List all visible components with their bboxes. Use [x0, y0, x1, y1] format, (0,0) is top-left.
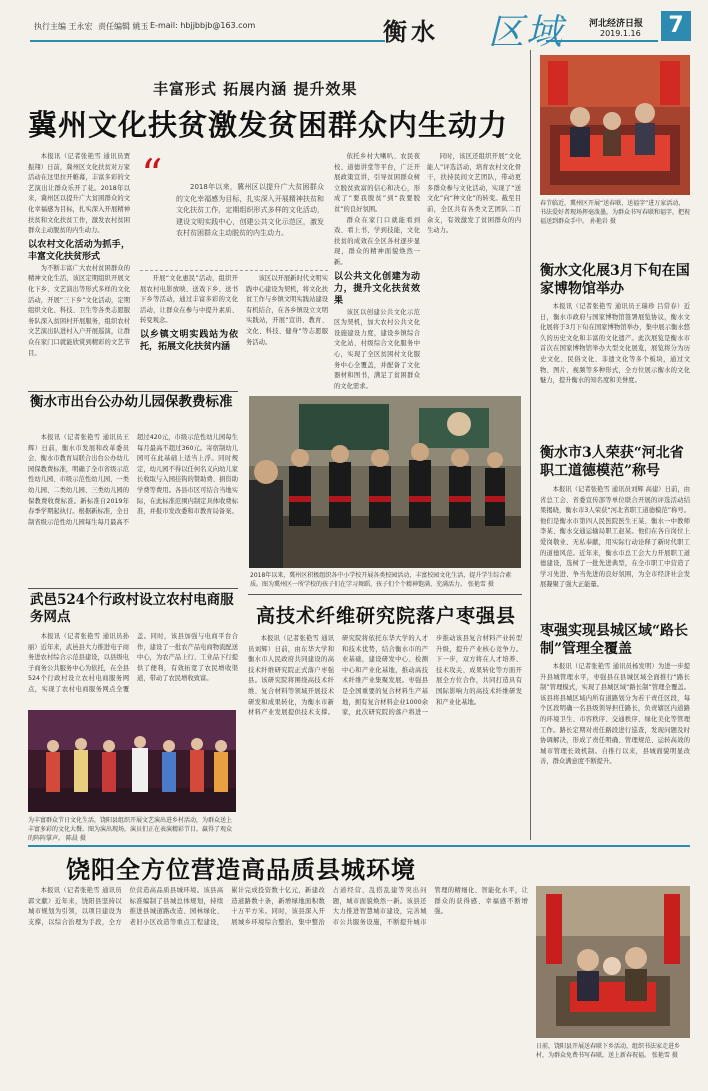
museum-headline: 衡水文化展3月下旬在国家博物馆举办 — [540, 263, 690, 297]
page-number: 7 — [661, 11, 691, 41]
lead-para-6: 群众在家门口就能看到戏、看上书、学到技能，文化扶贫的成效在全区各村逐步显现，群众的精神面貌焕然一新。 — [334, 216, 420, 266]
parks-body-text: 本报讯（记者张艳雪 通讯员王辉）日前，衡水市发展和改革委员会、衡水市教育局联合出台公办幼儿园保教费标准，明确了全市省级示范性幼儿园、市级示范性幼儿园、一类幼儿园、二类幼儿园、三类幼儿园的保教费收费标准。新标准自2019年春季学期起执行。根据新标准，全日制省级示范性幼儿园每生每月最高不超过420元，市级示范性幼儿园每生每月最高不超过360元。寄宿制幼儿园可在此基础上适当上浮。同时规定，幼儿园不得以任何名义向幼儿家长收取与入园挂钩的赞助费、捐资助学费等费用。各县市区可结合当地实际，在此标准范围内制定具体收费标准，并报市发改委和市教育局备案。 — [28, 434, 238, 526]
lead-para-7: 该区以创建公共文化示范区为契机，加大农村公共文化设施建设力度，建设乡镇综合文化站、村级综合文化服务中心，实现了全区贫困村文化服务中心全覆盖，并配备了文化器材和图书，满足了贫困群众的文化需求。 — [334, 308, 420, 390]
section-name: 衡水 — [383, 17, 439, 46]
ecommerce-headline: 武邑524个行政村设立农村电商服务网点 — [30, 592, 234, 625]
issue-date: 2019.1.16 — [600, 29, 641, 38]
lead-subhead-2: 以乡镇文明实践站为依托，拓展文化扶贫内涵 — [140, 329, 238, 352]
performance-photo — [28, 710, 236, 812]
fiber-headline: 高技术纤维研究院落户枣强县 — [256, 605, 517, 627]
lead-para-1: 本报讯（记者张艳雪 通讯员贾振翔）日前，冀州区文化扶贫对万家活动在这里拉开帷幕，丰富多彩的文艺演出让群众乐开了花。2018年以来，冀州区以提升广大贫困群众的文化幸福感为目标，扎实深入开展精神扶贫和文化扶贫工作，激发农村贫困群众主动脱贫的内生动力。 — [28, 153, 130, 235]
lead-headline: 冀州文化扶贫激发贫困群众内生动力 — [28, 108, 509, 142]
intro-divider — [140, 270, 328, 271]
road-body — [540, 662, 690, 838]
raoyang-headline: 饶阳全方位营造高品质县城环境 — [66, 855, 416, 884]
center-story-rule — [248, 594, 522, 595]
couplet-photo-caption: 日前，饶阳县开展送春联下乡活动，组织书法家走进乡村，为群众免费书写春联，送上新春祝福。 张艳雪 摄 — [536, 1043, 681, 1059]
road-headline: 枣强实现县城区域“路长制”管理全覆盖 — [540, 623, 689, 657]
section-logo-art: 区域 — [488, 12, 565, 53]
calligraphy-photo — [540, 55, 690, 195]
email-credit: E-mail: hbjjbbjb@163.com — [150, 21, 256, 30]
lead-subhead-3: 以公共文化创建为动力，提升文化扶贫效果 — [334, 271, 420, 306]
lead-column-5 — [427, 152, 521, 394]
ecommerce-body — [28, 632, 238, 704]
paper-name: 河北经济日报 — [589, 19, 644, 29]
performance-photo-caption: 为丰富群众节日文化生活，饶阳县组织开展文艺演出进乡村活动，为群众送上丰富多彩的文化大餐。图为演出现场，演员们正在表演精彩节目，赢得了观众的阵阵掌声。 陈晨 摄 — [28, 817, 233, 842]
editor-credit: 执行主编 王永宏 — [34, 22, 93, 31]
lead-para-5: 依托乡村大喇叭、农民夜校、道德讲堂等平台，广泛开展政策宣讲，引导贫困群众树立脱贫致富的信心和决心，形成了“要我脱贫”到“我要脱贫”的良好氛围。 — [334, 153, 420, 213]
museum-body-text: 本报讯（记者张艳雪 通讯员王瑞珍 吕常春）近日，衡水市政府与国家博物馆签署展览协议，衡水文化展将于3月下旬在国家博物馆举办，集中展示衡水悠久的历史文化和丰富的文化遗产。此次展览是衡水市首次在国家博物馆举办大型文化展览，展览将分为历史文化、民俗文化、非遗文化等多个板块，通过文物、图片、视频等多种形式，全方位展示衡水的文化魅力，提升衡水的知名度和美誉度。 — [540, 303, 690, 385]
road-body-text: 本报讯（记者张艳雪 通讯员杨发明）为进一步提升县城管理水平，枣强县在县城区域全面推行“路长制”管理模式，实现了县城区域“路长制”管理全覆盖。该县将县城区域内所有道路划分为若干责任区段，每个区段明确一名县级领导担任路长，负责辖区内道路的环境卫生、市容秩序、交通秩序、绿化美化等管理工作。路长定期对责任路段进行巡查，发现问题及时协调解决，形成了责任明确、管理规范、运转高效的城市管理长效机制。自推行以来，县城面貌明显改善，群众满意度不断提升。 — [540, 663, 690, 766]
header-rule-right — [546, 40, 658, 42]
parks-headline: 衡水市出台公办幼儿园保教费标准 — [30, 394, 233, 410]
lead-column-2 — [140, 274, 238, 394]
stage-photo-illustration — [28, 710, 236, 812]
parks-body — [28, 433, 238, 583]
dance-photo-illustration — [249, 396, 521, 568]
raoyang-body-text: 本报讯（记者张艳雪 通讯员郭文献）近年来，饶阳县坚持以城市规划为引领，以项目建设为支撑，以综合治理为手段，全方位营造高品质县城环境。该县高标准编制了县城总体规划，持续推进县城道路改造、园林绿化、老旧小区改造等重点工程建设，累计完成投资数十亿元，新建改造道路数十条，新增绿地面积数十万平方米。同时，该县深入开展城乡环境综合整治，集中整治占道经营、乱搭乱建等突出问题，城市面貌焕然一新。该县还大力推进智慧城市建设，完善城市公共服务设施，不断提升城市管理的精细化、智能化水平，让群众的获得感、幸福感不断增强。 — [28, 887, 528, 926]
lead-column-3 — [246, 274, 328, 394]
header-rule-left — [30, 40, 385, 42]
lead-column-4 — [334, 152, 420, 394]
left-brief-rule-1 — [28, 391, 238, 392]
lead-kicker: 丰富形式 拓展内涵 提升效果 — [153, 80, 358, 98]
calligraphy-photo-illustration — [540, 55, 690, 195]
spring-couplet-photo — [536, 886, 690, 1038]
fiber-body-text: 本报讯（记者张艳雪 通讯员刘辉）日前，由东华大学和衡水市人民政府共同建设的高技术纤维研究院正式落户枣强县。该研究院将围绕高技术纤维、复合材料等领域开展技术研发和成果转化，为衡水市新材料产业发展提供技术支撑。研究院将依托东华大学的人才和技术优势，结合衡水市的产业基础，建设研发中心、检测中心和产业化基地，推动高技术纤维产业集聚发展。枣强县是全国重要的复合材料生产基地，拥有复合材料企业1000余家，此次研究院的落户将进一步推动该县复合材料产业转型升级，提升产业核心竞争力。下一步，双方将在人才培养、技术攻关、成果转化等方面开展全方位合作，共同打造具有国际影响力的高技术纤维研发和产业化基地。 — [248, 635, 522, 717]
lead-subhead-1: 以农村文化活动为抓手，丰富文化扶贫形式 — [28, 239, 130, 262]
lead-photo-dancers — [249, 396, 521, 568]
left-brief-rule-2 — [28, 588, 238, 589]
raoyang-body — [28, 886, 528, 1082]
museum-body — [540, 302, 690, 428]
lead-column-1 — [28, 152, 130, 357]
quote-mark: “ — [141, 150, 163, 199]
ecommerce-body-text: 本报讯（记者张艳雪 通讯员孙丽）近年来，武邑县大力推进电子商务进农村综合示范县建设，以县级电子商务公共服务中心为依托，在全县524个行政村设立农村电商服务网点，实现了农村电商服务网点全覆盖。同时，该县加强与电商平台合作，建设了一批农产品电商物流配送中心，为农产品上行、工业品下行提供了便利，有效拓宽了农民增收渠道，带动了农民增收致富。 — [28, 633, 238, 693]
right-column-divider — [530, 50, 531, 840]
lead-para-4: 该区以开展新时代文明实践中心建设为契机，将文化扶贫工作与乡镇文明实践站建设有机结合，在各乡镇设立文明实践站，开展“宣讲、教育、文化、科技、健身”等志愿服务活动。 — [246, 275, 328, 346]
award-body-text: 本报讯（记者张艳雪 通讯员刘辉 高建）日前，由省总工会、省委宣传部等单位联合开展的评选活动结果揭晓，衡水市3人荣获“河北省职工道德模范”称号。他们是衡水市第四人民医院医生王某、衡水一中教师李某、衡水交通运输局职工赵某。他们在各自岗位上爱岗敬业、无私奉献，用实际行动诠释了新时代职工的道德风范。近年来，衡水市总工会大力开展职工道德建设，选树了一批先进典型，在全市职工中营造了学习先进、争当先进的良好氛围，为全市经济社会发展凝聚了强大正能量。 — [540, 486, 690, 589]
lead-para-3: 开展“文化惠民”活动，组织开展农村电影放映、送戏下乡、送书下乡等活动，通过丰富多彩的文化活动，让群众在参与中提升素质、转变观念。 — [140, 275, 238, 325]
lead-para-2: 为不断丰富广大农村贫困群众的精神文化生活，该区定期组织开展文化下乡、文艺演出等形式多样的文化活动，开展“三下乡”文化活动，定期组织文化、科技、卫生等各类志愿服务队深入贫困村开展服务，组织农村文艺演出队进村入户开展巡演，让群众在家门口就能欣赏到精彩的文艺节目。 — [28, 264, 130, 357]
award-headline: 衡水市3人荣获“河北省职工道德模范”称号 — [540, 445, 684, 479]
lead-photo-caption: 2018年以来，冀州区积极组织各中小学校开展各类校园活动，丰富校园文化生活，提升学生综合素质。图为冀州区一所学校的孩子们在学习舞蹈，孩子们个个精神饱满、充满活力。 张艳雪 摄 — [250, 572, 512, 588]
bottom-story-rule — [28, 845, 690, 847]
calligraphy-photo-caption: 春节临近，冀州区开展“送春联、送福字”进万家活动，书法爱好者现场挥毫泼墨，为群众书写春联和福字，把祝福送到群众手中。 孙艳岩 摄 — [540, 200, 690, 225]
sub-editor-credit: 责任编辑 姚玉 — [98, 22, 149, 31]
lead-para-8: 同时，该区还组织开展“文化能人”评选活动，培育农村文化骨干，扶持民间文艺团队，带动更多群众参与文化活动，实现了“送文化”向“种文化”的转变。截至目前，全区共有各类文艺团队二百余支，有效激发了贫困群众的内生动力。 — [427, 153, 521, 235]
couplet-photo-illustration — [536, 886, 690, 1038]
fiber-body — [248, 634, 522, 838]
lead-intro: 2018年以来，冀州区以提升广大贫困群众的文化幸福感为目标，扎实深入开展精神扶贫和文化扶贫工作，定期组织形式多样的文化活动，建设文明实践中心，创建公共文化示范区，激发农村贫困群众主动脱贫的内生动力。 — [176, 183, 324, 237]
award-body — [540, 485, 690, 615]
